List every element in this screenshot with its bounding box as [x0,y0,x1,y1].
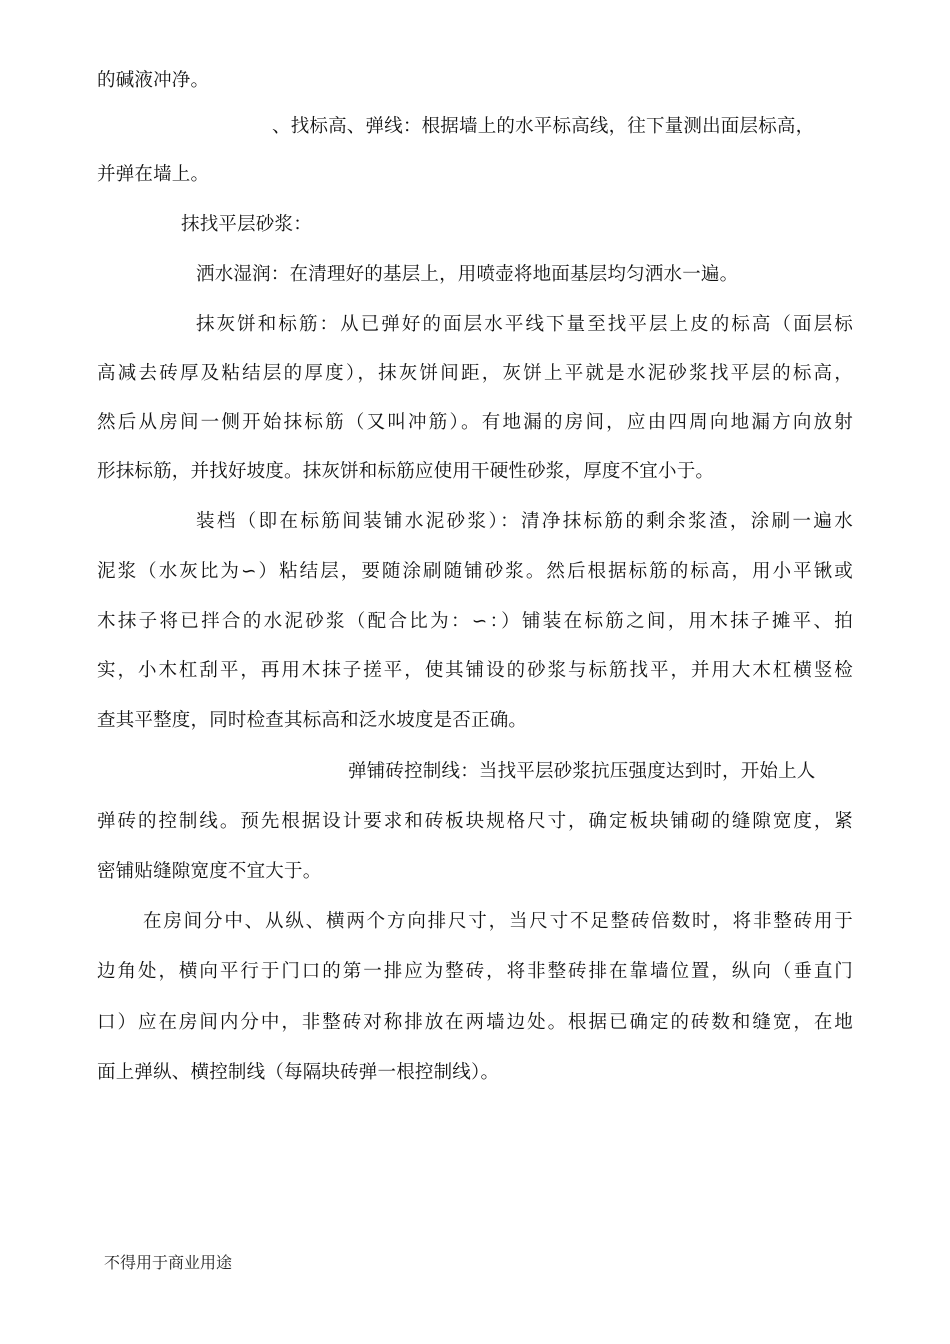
text-line: 实，小木杠刮平，再用木抹子搓平，使其铺设的砂浆与标筋找平，并用大木杠横竖检 [97,660,853,681]
text-line: 、找标高、弹线：根据墙上的水平标高线，往下量测出面层标高， [272,116,815,137]
text-line: 查其平整度，同时检查其标高和泛水坡度是否正确。 [97,710,528,731]
text-line: 的碱液冲净。 [97,70,210,91]
text-line: 面上弹纵、横控制线（每隔块砖弹一根控制线）。 [97,1062,500,1083]
text-line: 密铺贴缝隙宽度不宜大于。 [97,861,322,882]
text-line: 洒水湿润：在清理好的基层上，用喷壶将地面基层均匀洒水一遍。 [196,264,739,285]
text-line: 弹铺砖控制线：当找平层砂浆抗压强度达到时，开始上人 [348,761,816,782]
section-heading: 抹找平层砂浆： [181,214,312,235]
text-line: 然后从房间一侧开始抹标筋（又叫冲筋）。有地漏的房间，应由四周向地漏方向放射 [97,412,853,433]
text-line: 边角处，横向平行于门口的第一排应为整砖，将非整砖排在靠墙位置，纵向（垂直门 [97,961,853,982]
text-line: 弹砖的控制线。预先根据设计要求和砖板块规格尺寸，确定板块铺砌的缝隙宽度，紧 [97,811,853,832]
footer-disclaimer: 不得用于商业用途 [104,1253,233,1272]
text-line: 口）应在房间内分中，非整砖对称排放在两墙边处。根据已确定的砖数和缝宽，在地 [97,1012,853,1033]
text-line: 并弹在墙上。 [97,164,210,185]
text-line: 木抹子将已拌合的水泥砂浆（配合比为：∽：）铺装在标筋之间，用木抹子摊平、拍 [97,611,853,632]
text-line: 在房间分中、从纵、横两个方向排尺寸，当尺寸不足整砖倍数时，将非整砖用于 [143,911,853,932]
text-line: 高减去砖厚及粘结层的厚度），抹灰饼间距，灰饼上平就是水泥砂浆找平层的标高， [97,363,853,384]
text-line: 装档（即在标筋间装铺水泥砂浆）：清净抹标筋的剩余浆渣，涂刷一遍水 [196,511,853,532]
text-line: 抹灰饼和标筋：从已弹好的面层水平线下量至找平层上皮的标高（面层标 [196,314,853,335]
text-line: 泥浆（水灰比为∽）粘结层，要随涂刷随铺砂浆。然后根据标筋的标高，用小平锹或 [97,561,853,582]
text-line: 形抹标筋，并找好坡度。抹灰饼和标筋应使用干硬性砂浆，厚度不宜小于。 [97,461,715,482]
